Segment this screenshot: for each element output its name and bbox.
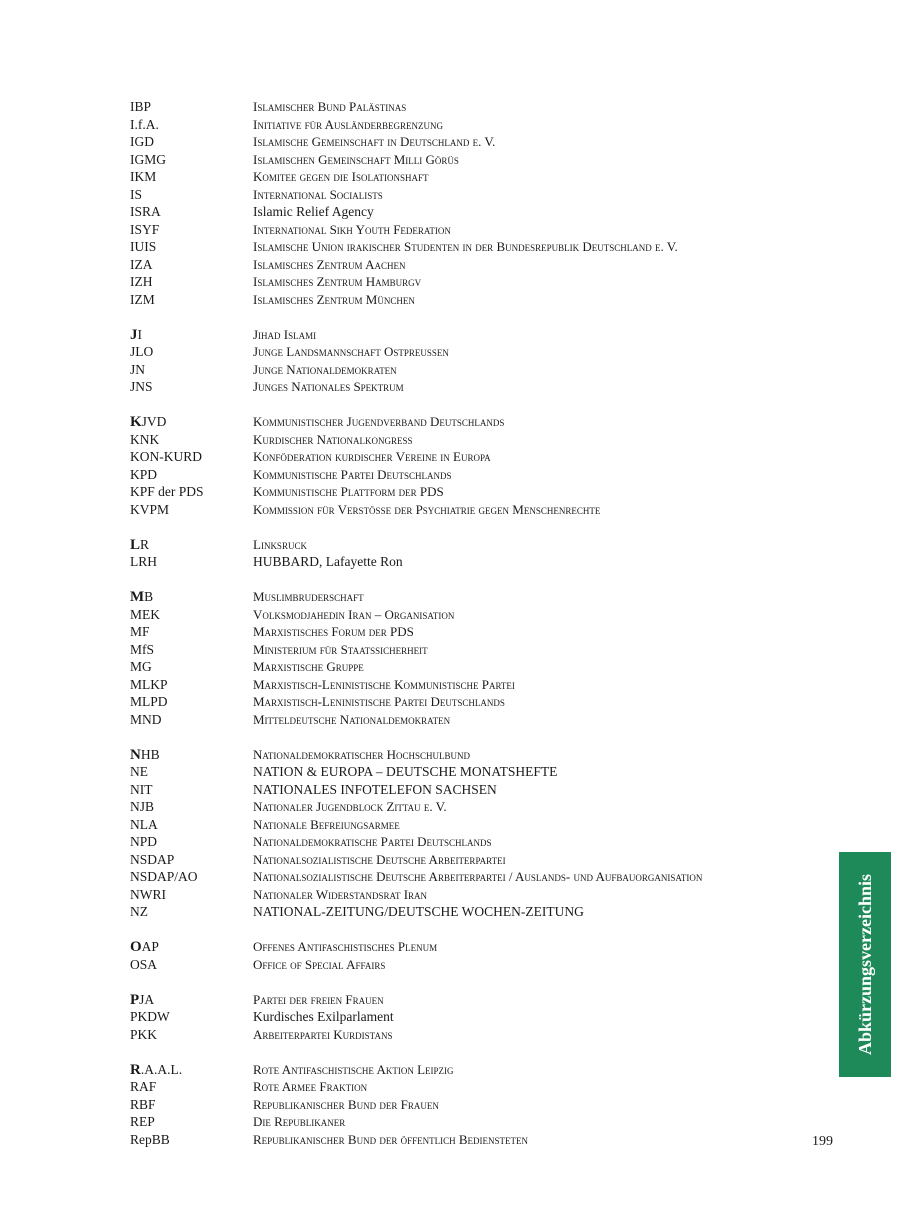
section-initial: P — [130, 991, 140, 1008]
abbreviation — [130, 711, 162, 729]
abbreviation-meaning: NATIONAL-ZEITUNG/DEUTSCHE WOCHEN-ZEITUNG — [253, 904, 584, 919]
abbreviation-meaning: Islamische Gemeinschaft in Deutschland e. V. — [253, 134, 496, 149]
abbreviation-text: PKDW — [130, 1009, 170, 1024]
abbreviation-entry — [130, 851, 810, 869]
abbreviation-meaning: Islamisches Zentrum München — [253, 291, 415, 307]
abbreviation-meaning: Nationaler Jugendblock Zittau e. V. — [253, 799, 447, 814]
abbreviation-meaning: Marxistisch-Leninistische Partei Deutschlands — [253, 694, 505, 709]
abbreviation-entry — [130, 98, 810, 116]
abbreviation — [130, 1113, 155, 1131]
abbreviation-text: B — [144, 589, 154, 604]
abbreviation-meaning: Nationalsozialistische Deutsche Arbeiterpartei / Auslands- und Aufbauorganisation — [253, 869, 703, 884]
section-initial: O — [130, 939, 142, 955]
section-tab — [839, 852, 891, 1077]
abbreviation — [130, 413, 166, 432]
abbreviation-entry — [130, 641, 810, 659]
abbreviation-meaning: Mitteldeutsche Nationaldemokraten — [253, 711, 451, 727]
letter-group — [130, 588, 810, 728]
abbreviation-meaning: Republikanischer Bund der Frauen — [253, 1096, 439, 1112]
abbreviation-text: NZ — [130, 904, 148, 919]
abbreviation-meaning: Rote Armee Fraktion — [253, 1079, 368, 1094]
abbreviation-entry — [130, 203, 810, 221]
abbreviation-text: MfS — [130, 641, 155, 657]
abbreviation-meaning: Rote Antifaschistische Aktion Leipzig — [253, 1061, 454, 1077]
abbreviation — [130, 658, 152, 676]
abbreviation-entry — [130, 256, 810, 274]
abbreviation-text: MF — [130, 624, 150, 639]
abbreviation — [130, 623, 150, 641]
abbreviation-entry — [130, 466, 810, 484]
abbreviation-meaning: International Socialists — [253, 186, 383, 202]
abbreviation — [130, 1026, 157, 1044]
abbreviation-text: MLKP — [130, 676, 168, 692]
abbreviation-entry — [130, 343, 810, 361]
abbreviation — [130, 1096, 156, 1114]
abbreviation-entry — [130, 816, 810, 834]
letter-group — [130, 1061, 810, 1149]
abbreviation-meaning: Konföderation kurdischer Vereine in Europa — [253, 449, 491, 464]
abbreviation-text: R — [140, 536, 150, 552]
section-initial: R — [130, 1061, 141, 1078]
abbreviation — [130, 256, 153, 274]
abbreviation — [130, 991, 154, 1010]
abbreviation-text: KPF der PDS — [130, 484, 204, 499]
abbreviation-entry — [130, 798, 810, 816]
section-initial: J — [130, 326, 138, 343]
abbreviation-text: IS — [130, 186, 143, 202]
abbreviation-text: NIT — [130, 781, 153, 797]
abbreviation-entry — [130, 606, 810, 624]
abbreviation — [130, 291, 155, 309]
abbreviation-meaning: Islamic Relief Agency — [253, 204, 374, 219]
abbreviation — [130, 98, 151, 116]
abbreviation — [130, 378, 153, 396]
abbreviation-entry — [130, 658, 810, 676]
abbreviation-entry — [130, 378, 810, 396]
letter-group — [130, 413, 810, 518]
abbreviation-text: NWRI — [130, 886, 166, 902]
abbreviation-text: JN — [130, 361, 146, 377]
abbreviation-entry — [130, 868, 810, 886]
abbreviation-meaning: Die Republikaner — [253, 1114, 346, 1129]
abbreviation — [130, 483, 204, 501]
abbreviation-entry — [130, 291, 810, 309]
abbreviation — [130, 343, 153, 361]
letter-group — [130, 98, 810, 308]
abbreviation-entry — [130, 501, 810, 519]
abbreviation-entry — [130, 623, 810, 641]
abbreviation-meaning: Junge Nationaldemokraten — [253, 361, 397, 377]
abbreviation — [130, 676, 168, 694]
abbreviation-text: IUIS — [130, 239, 157, 254]
abbreviation — [130, 431, 159, 449]
letter-group — [130, 326, 810, 396]
abbreviation-meaning: Komitee gegen die Isolationshaft — [253, 169, 429, 184]
abbreviation-entry — [130, 763, 810, 781]
abbreviation-entry — [130, 886, 810, 904]
abbreviation-text: NE — [130, 764, 148, 779]
abbreviation-text: IGD — [130, 134, 154, 149]
abbreviation-text: RBF — [130, 1096, 156, 1112]
abbreviation-meaning: Marxistisch-Leninistische Kommunistische Partei — [253, 676, 515, 692]
abbreviation-text: OSA — [130, 956, 158, 972]
abbreviation-meaning: Nationalsozialistische Deutsche Arbeiterpartei — [253, 851, 506, 867]
abbreviation-entry — [130, 1026, 810, 1044]
abbreviation-text: REP — [130, 1114, 155, 1129]
abbreviation-meaning: Kommunistischer Jugendverband Deutschlands — [253, 414, 505, 429]
letter-group — [130, 938, 810, 973]
abbreviation-meaning: Kurdischer Nationalkongress — [253, 431, 413, 447]
abbreviation-entry — [130, 553, 810, 571]
abbreviation-entry — [130, 431, 810, 449]
abbreviation-meaning: Islamischer Bund Palästinas — [253, 99, 407, 114]
abbreviation-entry — [130, 711, 810, 729]
abbreviation-text: NSDAP/AO — [130, 869, 198, 884]
abbreviation-entry — [130, 746, 810, 764]
abbreviation — [130, 956, 157, 974]
abbreviation — [130, 151, 166, 169]
abbreviation-text: JLO — [130, 344, 154, 359]
abbreviation — [130, 203, 161, 221]
abbreviation-meaning: Arbeiterpartei Kurdistans — [253, 1026, 393, 1042]
abbreviation-meaning: Linksruck — [253, 536, 307, 552]
abbreviation-meaning: Islamisches Zentrum Aachen — [253, 256, 406, 272]
abbreviation-meaning: Kommission für Verstöße der Psychiatrie gegen Menschenrechte — [253, 501, 601, 517]
abbreviation-entry — [130, 238, 810, 256]
abbreviation — [130, 746, 160, 765]
abbreviation — [130, 168, 156, 186]
abbreviation — [130, 781, 153, 799]
abbreviation — [130, 693, 168, 711]
abbreviation-meaning: Marxistisches Forum der PDS — [253, 624, 414, 639]
abbreviation-meaning: HUBBARD, Lafayette Ron — [253, 554, 403, 569]
abbreviation-text: .A.A.L. — [140, 1061, 183, 1077]
abbreviation-text: ISRA — [130, 204, 161, 219]
abbreviation-meaning: Junge Landsmannschaft Ostpreußen — [253, 344, 449, 359]
abbreviation-meaning: NATION & EUROPA – DEUTSCHE MONATSHEFTE — [253, 764, 558, 779]
abbreviation — [130, 641, 154, 659]
abbreviation-text: IZM — [130, 291, 155, 307]
abbreviation-text: I.f.A. — [130, 116, 159, 132]
abbreviation — [130, 1061, 182, 1080]
section-initial: K — [130, 414, 142, 430]
abbreviation-text: MG — [130, 659, 152, 674]
abbreviation-entry — [130, 991, 810, 1009]
abbreviation-text: IKM — [130, 169, 157, 184]
abbreviation-text: JNS — [130, 379, 153, 394]
abbreviation-text: NJB — [130, 799, 155, 814]
abbreviation-meaning: Junges Nationales Spektrum — [253, 379, 404, 394]
abbreviation-entry — [130, 326, 810, 344]
abbreviation-meaning: Initiative für Ausländerbegrenzung — [253, 116, 443, 132]
abbreviation-entry — [130, 938, 810, 956]
abbreviation — [130, 1131, 170, 1149]
abbreviation-text: KPD — [130, 466, 158, 482]
abbreviation-meaning: Nationale Befreiungsarmee — [253, 816, 400, 832]
abbreviation-text: RAF — [130, 1079, 157, 1094]
abbreviation-meaning: Republikanischer Bund der öffentlich Bediensteten — [253, 1131, 529, 1147]
abbreviation-meaning: Jihad Islami — [253, 326, 317, 342]
abbreviation-entry — [130, 693, 810, 711]
abbreviation — [130, 501, 169, 519]
abbreviation — [130, 273, 153, 291]
abbreviation — [130, 903, 148, 921]
section-initial: M — [130, 589, 145, 605]
abbreviation-text: IGMG — [130, 151, 166, 167]
abbreviation — [130, 851, 174, 869]
abbreviation-entry — [130, 1008, 810, 1026]
abbreviation — [130, 116, 159, 134]
abbreviation-meaning: Marxistische Gruppe — [253, 659, 364, 674]
abbreviation — [130, 763, 148, 781]
abbreviation-entry — [130, 448, 810, 466]
abbreviation-text: NPD — [130, 834, 158, 849]
abbreviation-meaning: Muslimbruderschaft — [253, 589, 364, 604]
abbreviation — [130, 938, 159, 957]
abbreviation-entry — [130, 221, 810, 239]
abbreviation-text: RepBB — [130, 1131, 170, 1147]
abbreviation-text: KON-KURD — [130, 449, 202, 464]
abbreviation-meaning: Volksmodjahedin Iran – Organisation — [253, 606, 455, 622]
abbreviation-entry — [130, 483, 810, 501]
abbreviation-meaning: Nationaldemokratische Partei Deutschlands — [253, 834, 492, 849]
abbreviation-meaning: Kommunistische Partei Deutschlands — [253, 466, 452, 482]
abbreviation-text: KNK — [130, 431, 160, 447]
abbreviation — [130, 448, 202, 466]
abbreviation — [130, 466, 157, 484]
abbreviation-entry — [130, 833, 810, 851]
abbreviation-text: PKK — [130, 1026, 158, 1042]
abbreviation — [130, 536, 149, 555]
abbreviation-text: MND — [130, 711, 162, 727]
abbreviation-meaning: Office of Special Affairs — [253, 956, 386, 972]
page-number: 199 — [812, 1134, 833, 1149]
abbreviation — [130, 221, 159, 239]
letter-group — [130, 746, 810, 921]
abbreviation — [130, 868, 198, 886]
abbreviation-entry — [130, 186, 810, 204]
abbreviation-entry — [130, 116, 810, 134]
abbreviation-text: MEK — [130, 606, 160, 622]
abbreviation-entry — [130, 1078, 810, 1096]
abbreviation-text: JVD — [141, 414, 167, 429]
abbreviation-text: NSDAP — [130, 851, 175, 867]
letter-group — [130, 991, 810, 1044]
abbreviation-meaning: International Sikh Youth Federation — [253, 221, 451, 237]
abbreviation-text: JA — [139, 991, 155, 1007]
abbreviation — [130, 1078, 156, 1096]
abbreviation — [130, 1008, 170, 1026]
abbreviation — [130, 326, 142, 345]
abbreviation-entry — [130, 1113, 810, 1131]
abbreviation-entry — [130, 903, 810, 921]
abbreviation-meaning: Offenes Antifaschistisches Plenum — [253, 939, 438, 954]
abbreviation-entry — [130, 168, 810, 186]
abbreviation-meaning: Islamisches Zentrum Hamburgv — [253, 274, 422, 289]
abbreviation-text: I — [137, 326, 142, 342]
abbreviation-entry — [130, 956, 810, 974]
abbreviation-entry — [130, 1096, 810, 1114]
abbreviation-text: ISYF — [130, 221, 160, 237]
abbreviation-list — [130, 98, 810, 1166]
abbreviation — [130, 238, 156, 256]
abbreviation-meaning: Kommunistische Plattform der PDS — [253, 484, 444, 499]
abbreviation-text: IZH — [130, 274, 153, 289]
abbreviation-meaning: Partei der freien Frauen — [253, 991, 384, 1007]
abbreviation — [130, 606, 160, 624]
abbreviation-entry — [130, 133, 810, 151]
abbreviation-text: NLA — [130, 816, 158, 832]
section-initial: L — [130, 536, 141, 553]
abbreviation — [130, 588, 153, 607]
abbreviation-text: KVPM — [130, 501, 170, 517]
abbreviation — [130, 553, 157, 571]
abbreviation — [130, 886, 166, 904]
abbreviation-meaning: Islamische Union irakischer Studenten in der Bundesrepublik Deutschland e. V. — [253, 239, 678, 254]
abbreviation-text: IBP — [130, 99, 152, 114]
abbreviation — [130, 186, 142, 204]
abbreviation-entry — [130, 413, 810, 431]
abbreviation-meaning: Islamischen Gemeinschaft Milli Görüs — [253, 151, 459, 167]
abbreviation-entry — [130, 536, 810, 554]
abbreviation — [130, 798, 154, 816]
abbreviation-text: IZA — [130, 256, 153, 272]
abbreviation-entry — [130, 1061, 810, 1079]
abbreviation-text: HB — [140, 746, 160, 762]
abbreviation-entry — [130, 151, 810, 169]
abbreviation — [130, 361, 145, 379]
abbreviation-meaning: Kurdisches Exilparlament — [253, 1009, 394, 1024]
abbreviation — [130, 833, 157, 851]
abbreviation-text: MLPD — [130, 694, 168, 709]
section-initial: N — [130, 746, 141, 763]
abbreviation-meaning: Ministerium für Staatssicherheit — [253, 641, 428, 657]
abbreviation-meaning: Nationaler Widerstandsrat Iran — [253, 886, 428, 902]
abbreviation-entry — [130, 676, 810, 694]
abbreviation-text: AP — [141, 939, 159, 954]
abbreviation — [130, 816, 158, 834]
letter-group — [130, 536, 810, 571]
abbreviation-meaning: Nationaldemokratischer Hochschulbund — [253, 746, 471, 762]
abbreviation-meaning: NATIONALES INFOTELEFON SACHSEN — [253, 781, 497, 797]
abbreviation-entry — [130, 273, 810, 291]
abbreviation-entry — [130, 781, 810, 799]
abbreviation-entry — [130, 588, 810, 606]
abbreviation — [130, 133, 154, 151]
abbreviation-text: LRH — [130, 554, 157, 569]
abbreviation-entry — [130, 361, 810, 379]
abbreviation-entry — [130, 1131, 810, 1149]
section-tab-label: Abkürzungsverzeichnis — [854, 873, 875, 1056]
